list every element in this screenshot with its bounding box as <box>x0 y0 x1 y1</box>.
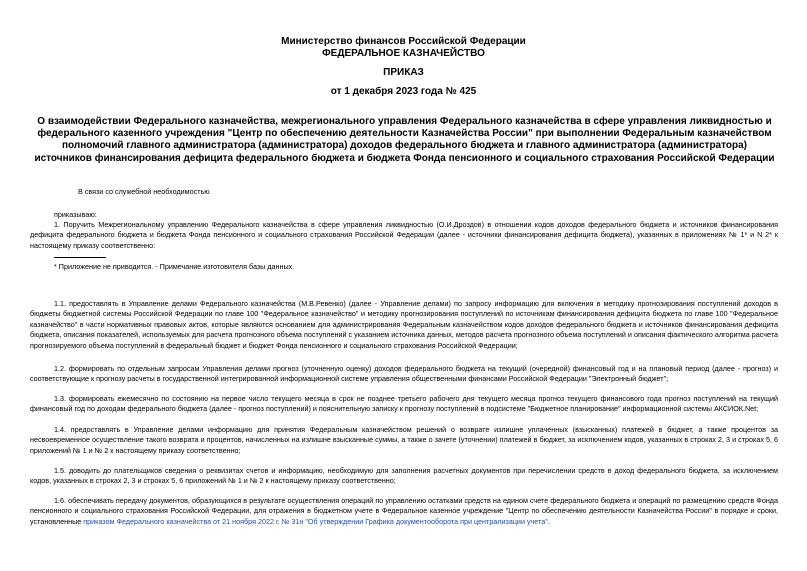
document-date: от 1 декабря 2023 года № 425 <box>330 86 477 97</box>
document-title: О взаимодействии Федерального казначейства, межрегионального управления Федерального казначейства в сфере управления ликвидностью и федерального казенного учреждения "Центр по обеспечению деятельности Казначейства России" при выполнении Федеральным казначейством полномочий главного администратора (администратора) доходов федерального бюджета и главного администратора (администратора) источников финансирования дефицита федерального бюджета и бюджета Фонда пенсионного и социального страхования Российской Федерации <box>34 116 775 164</box>
document-type: ПРИКАЗ <box>383 67 424 78</box>
paragraph-item-1-3: 1.3. формировать ежемесячно по состоянию на первое число текущего месяца в срок не позднее третьего рабочего дня текущего месяца прогноз текущего финансового года прогноз поступлений на текущий финансовый год по доходам федерального бюджета (далее - прогноз поступлений) и пояснительную записку к прогнозу поступлений в подсистеме "Бюджетное планирование" информационной системы АКСИОК.Net; <box>30 394 778 414</box>
paragraph-item-1-6-text: 1.6. обеспечивать передачу документов, образующихся в результате осуществления операций по управлению остатками средств на едином счете федерального бюджета и операций по размещению средств Фонда пенсионного и социального страхования Российской Федерации, для отражения в бюджетном учете в Федеральное казенное учреждение "Центр по обеспечению деятельности Казначейства России" в порядке и сроки, установленные <box>30 496 778 526</box>
footnote: * Приложение не приводится. - Примечание изготовителя базы данных. <box>54 262 295 271</box>
paragraph-item-1-6 <box>30 496 778 527</box>
paragraph-item-1-4: 1.4. предоставлять в Управление делами информацию для принятия Федеральным казначейством решений о возврате излишне уплаченных (взысканных) платежей в бюджет, а также процентов за несвоевременное осуществление такого возврата и процентов, начисленных на излишне взысканные суммы, а также о зачете (уточнении) платежей в бюджет, за исключением кодов, указанных в строках 2, 3 и строках 5, 6 приложений № 1 и № 2 к настоящему приказу соответственно; <box>30 425 778 455</box>
footnote-divider <box>54 257 106 258</box>
preamble: В связи со служебной необходимостью <box>78 187 210 196</box>
order-reference-link[interactable]: приказом Федерального казначейства от 21 ноября 2022 г. № 31н "Об утверждении Графика документооборота при централизации учета" <box>83 516 548 526</box>
paragraph-item-1-5: 1.5. доводить до плательщиков сведения о реквизитах счетов и информацию, необходимую для заполнения расчетных документов при перечислении средств в доход федерального бюджета, за исключением кодов, указанных в строках 2, 3 и строках 5, 6 приложений № 1 и № 2 к настоящему приказу соответственно; <box>30 466 778 486</box>
paragraph-item-1-2: 1.2. формировать по отдельным запросам Управления делами прогноз (уточненную оценку) доходов федерального бюджета на текущий (очередной) финансовый год и на плановый период (далее - прогноз) и соответствующие к прогнозу расчеты в государственной интегрированной информационной системе управления общественными финансами Российской Федерации "Электронный бюджет"; <box>30 364 778 384</box>
order-word: приказываю: <box>54 210 97 219</box>
treasury-name: ФЕДЕРАЛЬНОЕ КАЗНАЧЕЙСТВО <box>322 48 485 59</box>
paragraph-item-1-6-end: . <box>547 516 550 526</box>
ministry-name: Министерство финансов Российской Федерации <box>281 36 526 47</box>
paragraph-item-1: 1. Поручить Межрегиональному управлению Федерального казначейства в сфере управления ликвидностью (О.И.Дроздов) в отношении кодов доходов федерального бюджета и источников финансирования дефицита федерального бюджета и бюджета Фонда пенсионного и социального страхования Российской Федерации (далее - источники финансирования дефицита бюджета), указанных в приложениях № 1* и N 2* к настоящему приказу соответственно: <box>30 220 778 250</box>
paragraph-item-1-1: 1.1. предоставлять в Управление делами Федерального казначейства (М.В.Ревенко) (далее - Управление делами) по запросу информацию для включения в методику прогнозирования поступлений доходов в бюджеты бюджетной системы Российской Федерации по главе 100 "Федеральное казначейство" и методику прогнозирования поступлений по источникам финансирования дефицита бюджета по главе 100 "Федеральное казначейство" в части нормативных правовых актов, которые являются основанием для администрирования Федеральным казначейством кодов доходов федерального бюджета и источников финансирования дефицита бюджета, описания показателей, используемых для расчета прогнозного объема поступлений с указанием источника данных, методов расчета прогнозного объема поступлений и описания фактического алгоритма расчета прогнозируемого объема поступлений в федеральный бюджет и бюджет Фонда пенсионного и социального страхования Российской Федерации; <box>30 299 778 350</box>
